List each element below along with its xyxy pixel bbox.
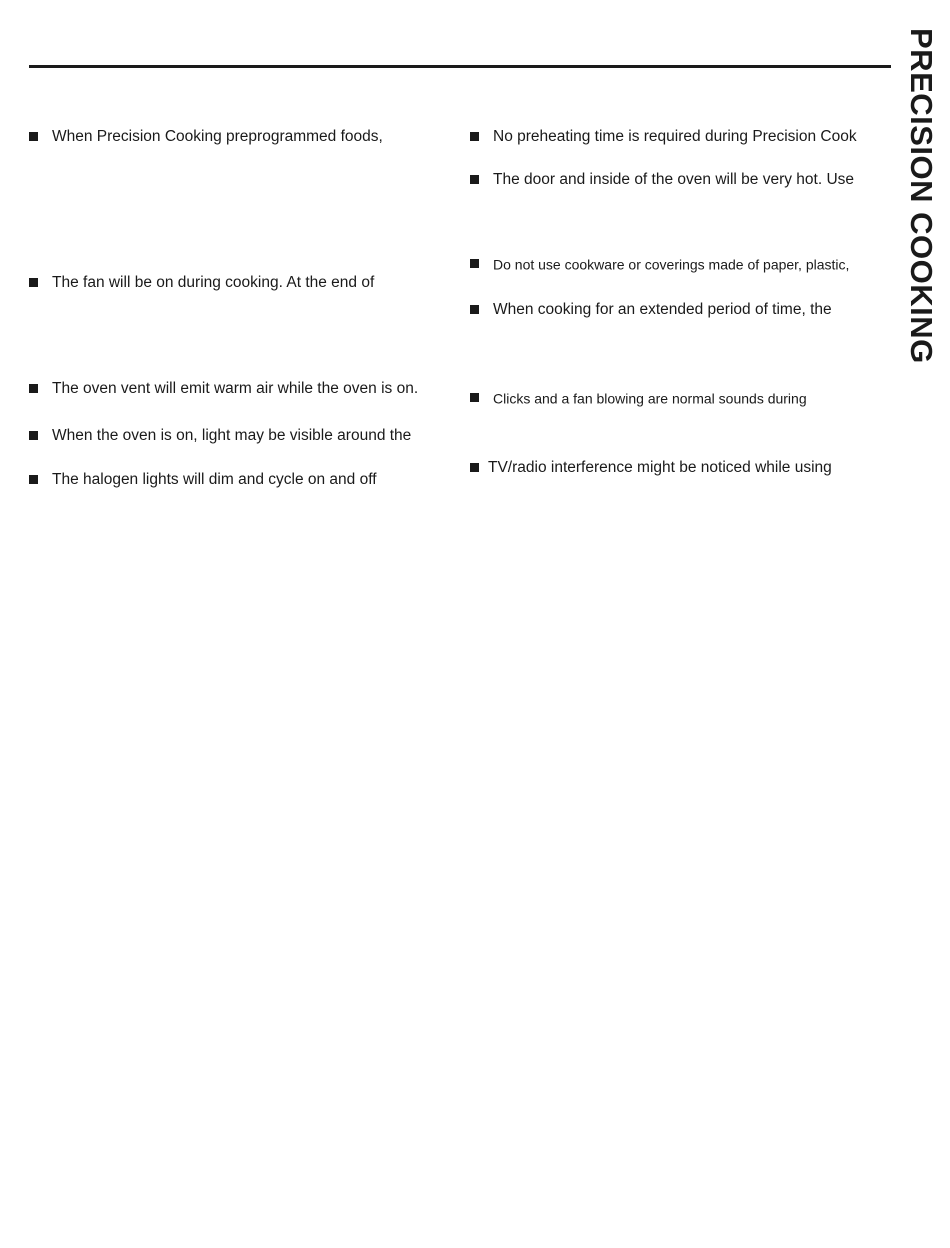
list-item xyxy=(470,253,849,274)
bullet-icon xyxy=(470,175,479,184)
list-item-text: The door and inside of the oven will be very hot. Use xyxy=(493,171,855,188)
list-item-text: The fan will be on during cooking. At the end of xyxy=(52,274,375,291)
list-item-text: Do not use cookware or coverings made of paper, plastic, xyxy=(493,256,850,273)
bullet-icon xyxy=(29,431,38,440)
list-item xyxy=(470,300,832,320)
list-item-text: When Precision Cooking preprogrammed foods, xyxy=(52,128,383,145)
bullet-icon xyxy=(470,259,479,268)
bullet-icon xyxy=(29,278,38,287)
list-item xyxy=(470,458,832,478)
bullet-icon xyxy=(29,475,38,484)
bullet-icon xyxy=(29,132,38,141)
bullet-icon xyxy=(29,384,38,393)
section-title: PRECISION COOKING xyxy=(904,28,939,364)
list-item xyxy=(29,379,418,399)
bullet-icon xyxy=(470,393,479,402)
list-item-text: When the oven is on, light may be visible around the xyxy=(52,427,412,444)
list-item xyxy=(29,470,377,490)
list-item xyxy=(470,387,807,408)
bullet-icon xyxy=(470,463,479,472)
list-item xyxy=(470,127,857,147)
bullet-icon xyxy=(470,305,479,314)
bullet-icon xyxy=(470,132,479,141)
list-item-text: The oven vent will emit warm air while the oven is on. xyxy=(52,380,419,397)
list-item xyxy=(29,426,411,446)
list-item-text: No preheating time is required during Precision Cook xyxy=(493,128,857,145)
header-rule xyxy=(29,65,891,68)
list-item-text: The halogen lights will dim and cycle on and off xyxy=(52,471,377,488)
list-item-text: Clicks and a fan blowing are normal sounds during xyxy=(493,390,807,407)
list-item xyxy=(29,127,383,147)
list-item xyxy=(470,170,854,190)
list-item-text: When cooking for an extended period of time, the xyxy=(493,301,832,318)
list-item xyxy=(29,273,374,293)
list-item-text: TV/radio interference might be noticed while using xyxy=(488,459,832,476)
